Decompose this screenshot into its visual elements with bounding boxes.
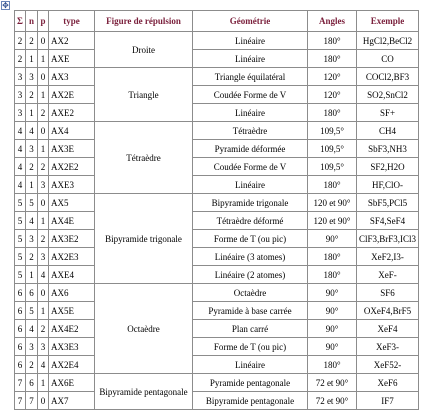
table-row <box>15 158 419 176</box>
cell-angle: 109,5° <box>308 158 357 176</box>
table-move-handle-icon[interactable]: ✥ <box>2 0 9 10</box>
cell-type: AXE2 <box>49 104 95 122</box>
cell-sigma: 6 <box>15 356 26 374</box>
table-row <box>15 194 419 212</box>
cell-p: 0 <box>38 284 49 302</box>
cell-p: 1 <box>38 212 49 230</box>
cell-type: AX5E <box>49 302 95 320</box>
cell-type: AX6 <box>49 284 95 302</box>
cell-sigma: 4 <box>15 158 26 176</box>
table-row <box>15 320 419 338</box>
cell-type: AX2 <box>49 32 95 50</box>
cell-sigma: 5 <box>15 248 26 266</box>
cell-angle: 180° <box>308 32 357 50</box>
cell-p: 1 <box>38 140 49 158</box>
cell-sigma: 3 <box>15 68 26 86</box>
table-row <box>15 230 419 248</box>
cell-n: 4 <box>26 122 38 140</box>
header-n: n <box>26 11 38 32</box>
cell-example: SF2,H2O <box>357 158 419 176</box>
cell-example: XeF2,I3- <box>357 248 419 266</box>
cell-angle: 90° <box>308 284 357 302</box>
cell-angle: 180° <box>308 176 357 194</box>
cell-p: 1 <box>38 50 49 68</box>
cell-geometry: Linéaire <box>193 32 308 50</box>
cell-example: SF6 <box>357 284 419 302</box>
cell-geometry: Forme de T (ou pic) <box>193 230 308 248</box>
cell-type: AXE <box>49 50 95 68</box>
cell-sigma: 2 <box>15 50 26 68</box>
cell-example: HgCl2,BeCl2 <box>357 32 419 50</box>
cell-geometry: Pyramide à base carrée <box>193 302 308 320</box>
cell-angle: 180° <box>308 248 357 266</box>
cell-type: AX3E <box>49 140 95 158</box>
cell-geometry: Pyramide pentagonale <box>193 374 308 392</box>
cell-sigma: 4 <box>15 176 26 194</box>
cell-example: SbF5,PCl5 <box>357 194 419 212</box>
cell-type: AX2E3 <box>49 248 95 266</box>
cell-angle: 90° <box>308 230 357 248</box>
cell-p: 3 <box>38 248 49 266</box>
cell-geometry: Octaèdre <box>193 284 308 302</box>
cell-geometry: Plan carré <box>193 320 308 338</box>
cell-example: XeF4 <box>357 320 419 338</box>
cell-n: 1 <box>26 176 38 194</box>
cell-example: XeF- <box>357 266 419 284</box>
header-figure: Figure de répulsion <box>95 11 193 32</box>
cell-angle: 90° <box>308 302 357 320</box>
cell-sigma: 5 <box>15 194 26 212</box>
table-row <box>15 86 419 104</box>
header-type: type <box>49 11 95 32</box>
cell-p: 1 <box>38 86 49 104</box>
cell-angle: 72 et 90° <box>308 392 357 410</box>
cell-angle: 109,5° <box>308 140 357 158</box>
header-angles: Angles <box>308 11 357 32</box>
cell-p: 0 <box>38 392 49 410</box>
cell-example: CH4 <box>357 122 419 140</box>
cell-geometry: Coudée Forme de V <box>193 158 308 176</box>
cell-n: 5 <box>26 302 38 320</box>
table-row <box>15 284 419 302</box>
cell-sigma: 3 <box>15 86 26 104</box>
cell-p: 0 <box>38 122 49 140</box>
cell-sigma: 5 <box>15 266 26 284</box>
cell-angle: 72 et 90° <box>308 374 357 392</box>
cell-sigma: 7 <box>15 374 26 392</box>
cell-geometry: Pyramide déformée <box>193 140 308 158</box>
table-row <box>15 374 419 392</box>
table-row <box>15 302 419 320</box>
cell-n: 6 <box>26 374 38 392</box>
cell-n: 3 <box>26 68 38 86</box>
cell-angle: 120 et 90° <box>308 212 357 230</box>
cell-n: 4 <box>26 320 38 338</box>
cell-p: 0 <box>38 194 49 212</box>
cell-p: 3 <box>38 338 49 356</box>
cell-type: AX4 <box>49 122 95 140</box>
cell-figure: Tétraèdre <box>95 122 193 194</box>
cell-n: 2 <box>26 32 38 50</box>
header-p: p <box>38 11 49 32</box>
cell-example: CO <box>357 50 419 68</box>
cell-n: 7 <box>26 392 38 410</box>
cell-example: SF+ <box>357 104 419 122</box>
cell-p: 3 <box>38 176 49 194</box>
header-sigma: Σ <box>15 11 26 32</box>
cell-n: 3 <box>26 140 38 158</box>
vsepr-table <box>14 10 419 410</box>
cell-p: 4 <box>38 266 49 284</box>
cell-sigma: 6 <box>15 320 26 338</box>
table-row <box>15 356 419 374</box>
cell-figure: Bipyramide pentagonale <box>95 374 193 410</box>
cell-figure: Triangle <box>95 68 193 122</box>
cell-angle: 120° <box>308 86 357 104</box>
cell-example: SbF3,NH3 <box>357 140 419 158</box>
cell-type: AX3E2 <box>49 230 95 248</box>
cell-n: 1 <box>26 104 38 122</box>
table-row <box>15 32 419 50</box>
table-row <box>15 68 419 86</box>
cell-geometry: Linéaire <box>193 356 308 374</box>
cell-n: 2 <box>26 86 38 104</box>
cell-figure: Droite <box>95 32 193 68</box>
cell-n: 1 <box>26 50 38 68</box>
cell-sigma: 6 <box>15 284 26 302</box>
cell-n: 2 <box>26 356 38 374</box>
header-row <box>15 11 419 32</box>
cell-geometry: Linéaire (3 atomes) <box>193 248 308 266</box>
cell-sigma: 4 <box>15 140 26 158</box>
table-body <box>15 32 419 410</box>
table-row <box>15 50 419 68</box>
cell-n: 2 <box>26 248 38 266</box>
cell-n: 2 <box>26 158 38 176</box>
cell-sigma: 7 <box>15 392 26 410</box>
cell-geometry: Linéaire <box>193 176 308 194</box>
cell-p: 4 <box>38 356 49 374</box>
cell-type: AX6E <box>49 374 95 392</box>
cell-example: SF4,SeF4 <box>357 212 419 230</box>
cell-angle: 90° <box>308 338 357 356</box>
cell-type: AX2E2 <box>49 158 95 176</box>
table-row <box>15 122 419 140</box>
table-row <box>15 212 419 230</box>
cell-p: 2 <box>38 320 49 338</box>
cell-sigma: 6 <box>15 302 26 320</box>
cell-example: SO2,SnCl2 <box>357 86 419 104</box>
cell-geometry: Bipyramide pentagonale <box>193 392 308 410</box>
header-example: Exemple <box>357 11 419 32</box>
cell-geometry: Forme de T (ou pic) <box>193 338 308 356</box>
cell-sigma: 5 <box>15 212 26 230</box>
cell-type: AX2E4 <box>49 356 95 374</box>
cell-type: AX3 <box>49 68 95 86</box>
table-row <box>15 176 419 194</box>
cell-angle: 120 et 90° <box>308 194 357 212</box>
cell-sigma: 5 <box>15 230 26 248</box>
cell-geometry: Linéaire <box>193 50 308 68</box>
table-row <box>15 338 419 356</box>
cell-example: COCl2,BF3 <box>357 68 419 86</box>
cell-p: 2 <box>38 230 49 248</box>
table-row <box>15 392 419 410</box>
cell-n: 5 <box>26 194 38 212</box>
cell-sigma: 2 <box>15 32 26 50</box>
cell-p: 2 <box>38 104 49 122</box>
cell-figure: Octaèdre <box>95 284 193 374</box>
cell-p: 0 <box>38 32 49 50</box>
cell-type: AX3E3 <box>49 338 95 356</box>
cell-n: 1 <box>26 266 38 284</box>
cell-type: AX7 <box>49 392 95 410</box>
cell-type: AXE3 <box>49 176 95 194</box>
cell-angle: 90° <box>308 320 357 338</box>
cell-example: XeF52- <box>357 356 419 374</box>
cell-sigma: 3 <box>15 104 26 122</box>
cell-geometry: Bipyramide trigonale <box>193 194 308 212</box>
cell-n: 3 <box>26 338 38 356</box>
cell-type: AX2E <box>49 86 95 104</box>
cell-n: 3 <box>26 230 38 248</box>
cell-type: AX4E2 <box>49 320 95 338</box>
cell-angle: 120° <box>308 68 357 86</box>
cell-angle: 180° <box>308 104 357 122</box>
cell-example: XeF6 <box>357 374 419 392</box>
cell-type: AXE4 <box>49 266 95 284</box>
cell-p: 1 <box>38 374 49 392</box>
table-row <box>15 140 419 158</box>
cell-n: 4 <box>26 212 38 230</box>
cell-sigma: 4 <box>15 122 26 140</box>
cell-example: IF7 <box>357 392 419 410</box>
cell-type: AX5 <box>49 194 95 212</box>
cell-p: 1 <box>38 302 49 320</box>
table-row <box>15 104 419 122</box>
cell-geometry: Linéaire <box>193 104 308 122</box>
header-geometry: Géométrie <box>193 11 308 32</box>
cell-geometry: Tétraèdre <box>193 122 308 140</box>
table-row <box>15 248 419 266</box>
cell-type: AX4E <box>49 212 95 230</box>
cell-angle: 180° <box>308 356 357 374</box>
cell-geometry: Tétraèdre déformé <box>193 212 308 230</box>
cell-angle: 180° <box>308 266 357 284</box>
cell-figure: Bipyramide trigonale <box>95 194 193 284</box>
cell-example: HF,ClO- <box>357 176 419 194</box>
cell-sigma: 6 <box>15 338 26 356</box>
cell-p: 2 <box>38 158 49 176</box>
cell-n: 6 <box>26 284 38 302</box>
cell-geometry: Coudée Forme de V <box>193 86 308 104</box>
cell-example: ClF3,BrF3,ICl3 <box>357 230 419 248</box>
cell-geometry: Linéaire (2 atomes) <box>193 266 308 284</box>
cell-geometry: Triangle équilatéral <box>193 68 308 86</box>
cell-p: 0 <box>38 68 49 86</box>
cell-example: OXeF4,BrF5 <box>357 302 419 320</box>
table-row <box>15 266 419 284</box>
cell-angle: 180° <box>308 50 357 68</box>
cell-angle: 109,5° <box>308 122 357 140</box>
cell-example: XeF3- <box>357 338 419 356</box>
